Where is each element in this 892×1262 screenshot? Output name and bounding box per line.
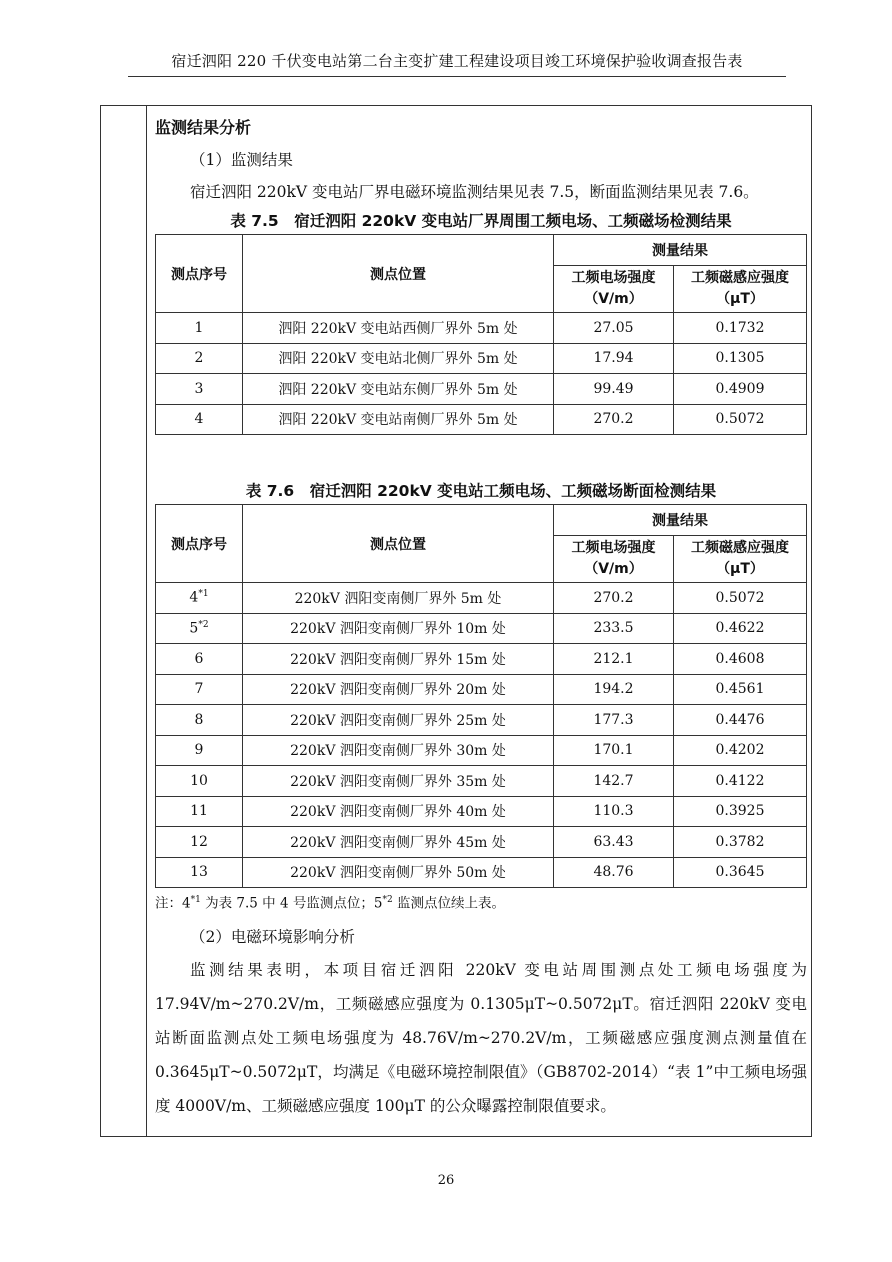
cell-no <box>156 796 243 827</box>
cell-e-field: 194.2 <box>554 674 674 705</box>
cell-no-footnote: *1 <box>198 589 209 600</box>
cell-b-field: 0.4909 <box>674 374 807 405</box>
cell-no-value: 2 <box>194 350 204 367</box>
cell-b-field: 0.1732 <box>674 313 807 344</box>
note-prefix: 注：4 <box>155 895 191 912</box>
col-header-result: 测量结果 <box>554 505 807 536</box>
cell-no <box>156 705 243 736</box>
b-field-unit: （μT） <box>716 291 764 307</box>
cell-no-value: 5 <box>189 620 199 637</box>
cell-position: 220kV 泗阳变南侧厂界外 20m 处 <box>243 674 554 705</box>
table-row <box>156 735 807 766</box>
cell-position: 220kV 泗阳变南侧厂界外 25m 处 <box>243 705 554 736</box>
note-suffix: 监测点位续上表。 <box>392 895 505 912</box>
cell-e-field: 48.76 <box>554 857 674 888</box>
col-header-b-field <box>674 536 807 583</box>
cell-b-field: 0.5072 <box>674 404 807 435</box>
cell-e-field: 270.2 <box>554 404 674 435</box>
cell-b-field: 0.4202 <box>674 735 807 766</box>
table-row <box>156 583 807 614</box>
subsection-monitoring-results: （1）监测结果 <box>190 151 293 169</box>
cell-position: 220kV 泗阳变南侧厂界外 50m 处 <box>243 857 554 888</box>
note-mid: 为表 7.5 中 4 号监测点位；5 <box>200 895 383 912</box>
cell-no-value: 13 <box>190 864 208 881</box>
cell-no <box>156 374 243 405</box>
table-row <box>156 827 807 858</box>
col-header-e-field <box>554 266 674 313</box>
cell-no-value: 4 <box>189 590 199 607</box>
cell-no-value: 1 <box>194 319 204 336</box>
table-row <box>156 705 807 736</box>
table-row <box>156 766 807 797</box>
cell-e-field: 27.05 <box>554 313 674 344</box>
cell-e-field: 110.3 <box>554 796 674 827</box>
cell-b-field: 0.4476 <box>674 705 807 736</box>
col-header-no: 测点序号 <box>156 235 243 313</box>
cell-no <box>156 404 243 435</box>
cell-b-field: 0.3782 <box>674 827 807 858</box>
table-row <box>156 857 807 888</box>
col-header-result: 测量结果 <box>554 235 807 266</box>
b-field-label: 工频磁感应强度 <box>691 270 789 286</box>
cell-e-field: 233.5 <box>554 613 674 644</box>
section-title: 监测结果分析 <box>155 118 252 137</box>
cell-no-value: 6 <box>194 650 204 667</box>
cell-position: 泗阳 220kV 变电站西侧厂界外 5m 处 <box>243 313 554 344</box>
cell-position: 220kV 泗阳变南侧厂界外 40m 处 <box>243 796 554 827</box>
cell-no-value: 10 <box>190 772 208 789</box>
cell-no-footnote: *2 <box>198 619 209 630</box>
b-field-unit: （μT） <box>716 561 764 577</box>
table-note <box>155 888 807 916</box>
cell-b-field: 0.4561 <box>674 674 807 705</box>
cell-no <box>156 343 243 374</box>
cell-no <box>156 827 243 858</box>
cell-no <box>156 766 243 797</box>
note-sup1: *1 <box>190 895 201 905</box>
cell-no <box>156 674 243 705</box>
table-row <box>156 404 807 435</box>
cell-e-field: 270.2 <box>554 583 674 614</box>
cell-no <box>156 613 243 644</box>
table-row <box>156 644 807 675</box>
page-number: 26 <box>437 1173 455 1188</box>
cell-position: 220kV 泗阳变南侧厂界外 10m 处 <box>243 613 554 644</box>
cell-e-field: 212.1 <box>554 644 674 675</box>
table-7-6-title: 表 7.6 宿迁泗阳 220kV 变电站工频电场、工频磁场断面检测结果 <box>245 482 717 500</box>
cell-no <box>156 735 243 766</box>
table-7-5 <box>155 234 807 435</box>
cell-no <box>156 857 243 888</box>
col-header-no: 测点序号 <box>156 505 243 583</box>
cell-e-field: 142.7 <box>554 766 674 797</box>
table-row <box>156 343 807 374</box>
cell-no-value: 9 <box>194 742 204 759</box>
table-7-5-body <box>156 313 807 435</box>
cell-e-field: 170.1 <box>554 735 674 766</box>
cell-e-field: 177.3 <box>554 705 674 736</box>
cell-no-value: 4 <box>194 411 204 428</box>
header-rule <box>128 76 786 77</box>
frame-divider <box>146 105 147 1137</box>
page-header: 宿迁泗阳 220 千伏变电站第二台主变扩建工程建设项目竣工环境保护验收调查报告表 <box>171 52 743 70</box>
table-row <box>156 674 807 705</box>
cell-b-field: 0.4608 <box>674 644 807 675</box>
cell-no <box>156 313 243 344</box>
cell-b-field: 0.3925 <box>674 796 807 827</box>
table-7-5-title: 表 7.5 宿迁泗阳 220kV 变电站厂界周围工频电场、工频磁场检测结果 <box>230 212 732 230</box>
e-field-label: 工频电场强度 <box>571 270 656 286</box>
col-header-position: 测点位置 <box>243 505 554 583</box>
b-field-label: 工频磁感应强度 <box>691 540 789 556</box>
cell-b-field: 0.1305 <box>674 343 807 374</box>
cell-position: 220kV 泗阳变南侧厂界外 30m 处 <box>243 735 554 766</box>
cell-no-value: 11 <box>190 803 208 820</box>
cell-position: 泗阳 220kV 变电站东侧厂界外 5m 处 <box>243 374 554 405</box>
cell-position: 220kV 泗阳变南侧厂界外 5m 处 <box>243 583 554 614</box>
table-row <box>156 796 807 827</box>
main-content <box>155 112 807 1123</box>
cell-no-value: 3 <box>194 380 204 397</box>
cell-b-field: 0.4622 <box>674 613 807 644</box>
table-row <box>156 374 807 405</box>
cell-b-field: 0.4122 <box>674 766 807 797</box>
cell-no <box>156 644 243 675</box>
e-field-unit: （V/m） <box>584 291 643 307</box>
e-field-label: 工频电场强度 <box>571 540 656 556</box>
subsection-impact-analysis: （2）电磁环境影响分析 <box>190 927 355 946</box>
table-7-6-body <box>156 583 807 888</box>
cell-no-value: 8 <box>194 711 204 728</box>
cell-no-value: 7 <box>194 681 204 698</box>
cell-no-value: 12 <box>190 833 208 850</box>
cell-e-field: 99.49 <box>554 374 674 405</box>
table-row <box>156 313 807 344</box>
cell-e-field: 63.43 <box>554 827 674 858</box>
table-7-6 <box>155 504 807 888</box>
table-row <box>156 613 807 644</box>
cell-position: 泗阳 220kV 变电站北侧厂界外 5m 处 <box>243 343 554 374</box>
e-field-unit: （V/m） <box>584 561 643 577</box>
col-header-position: 测点位置 <box>243 235 554 313</box>
cell-b-field: 0.3645 <box>674 857 807 888</box>
intro-paragraph: 宿迁泗阳 220kV 变电站厂界电磁环境监测结果见表 7.5，断面监测结果见表 7.6。 <box>190 183 759 201</box>
cell-e-field: 17.94 <box>554 343 674 374</box>
cell-position: 220kV 泗阳变南侧厂界外 35m 处 <box>243 766 554 797</box>
cell-position: 220kV 泗阳变南侧厂界外 15m 处 <box>243 644 554 675</box>
cell-position: 泗阳 220kV 变电站南侧厂界外 5m 处 <box>243 404 554 435</box>
col-header-b-field <box>674 266 807 313</box>
cell-b-field: 0.5072 <box>674 583 807 614</box>
note-sup2: *2 <box>382 895 393 905</box>
analysis-paragraph: 监测结果表明，本项目宿迁泗阳 220kV 变电站周围测点处工频电场强度为 17.94V/m~270.2V/m，工频磁感应强度为 0.1305μT~0.5072μT。宿迁泗阳 220kV 变电站断面监测点处工频电场强度为 48.76V/m~270.2V/m，工频磁感应强度测点测量值在 0.3645μT~0.5072μT，均满足《电磁环境控制限值》（GB8702-2014）“表 1”中工频电场强度 4000V/m、工频磁感应强度 100μT 的公众曝露控制限值要求。 <box>155 960 807 1115</box>
col-header-e-field <box>554 536 674 583</box>
cell-position: 220kV 泗阳变南侧厂界外 45m 处 <box>243 827 554 858</box>
cell-no <box>156 583 243 614</box>
